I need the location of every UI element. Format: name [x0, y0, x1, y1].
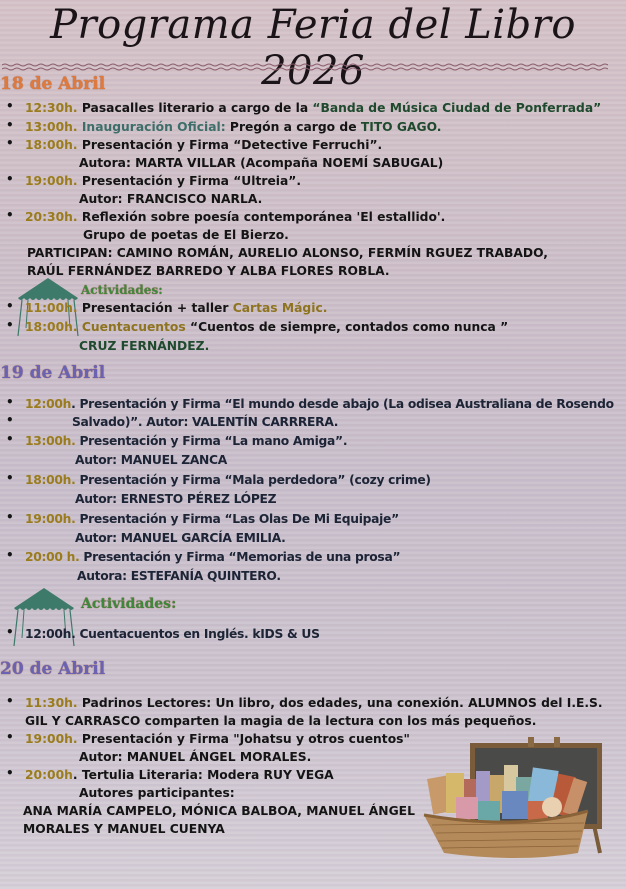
event-text: Padrinos Lectores: Un libro, dos edades, una conexión. ALUMNOS del I.E.S. [77, 696, 603, 710]
event-19-1300 [25, 432, 347, 450]
event-18-1230 [25, 99, 601, 117]
event-sub: Autor: MANUEL ZANCA [75, 453, 227, 467]
event-text: Presentación y Firma “Detective Ferruchi”. [81, 138, 383, 152]
activity-text: Presentación + taller [81, 301, 233, 315]
bullet: • [6, 730, 14, 744]
event-text: Presentación y Firma "Johatsu y otros cuentos" [77, 732, 410, 746]
event-sub: Autor: ERNESTO PÉREZ LÓPEZ [75, 492, 277, 506]
event-19-2000 [25, 548, 400, 566]
event-text: Presentación y Firma “La mano Amiga”. [75, 434, 348, 448]
event-time: 19:00h. [25, 512, 76, 526]
event-time: 18:00h. [25, 138, 78, 152]
event-18-1300 [25, 118, 441, 136]
event-19-1200 [25, 395, 614, 413]
activity-text: “Cuentos de siempre, contados como nunca ” [185, 320, 509, 334]
bullet: • [6, 694, 14, 708]
participants-line: ANA MARÍA CAMPELO, MÓNICA BALBOA, MANUEL ÁNGEL [23, 804, 415, 818]
event-highlight: TITO GAGO. [360, 120, 442, 134]
event-18-1800 [25, 136, 382, 154]
event-text: Pasacalles literario a cargo de la [81, 101, 313, 115]
event-sub: Autora: MARTA VILLAR (Acompaña NOEMÍ SABUGAL) [79, 156, 444, 170]
bullet: • [6, 208, 14, 222]
event-text: Pregón a cargo de [225, 120, 361, 134]
event-19-1800 [25, 471, 431, 489]
participants-line: RAÚL FERNÁNDEZ BARREDO Y ALBA FLORES ROBLA. [27, 264, 390, 278]
activities-heading: Actividades: [81, 596, 177, 612]
event-text: Presentación y Firma “Mala perdedora” (cozy crime) [75, 473, 431, 487]
bullet: • [6, 172, 14, 186]
event-sub: Autor: MANUEL ÁNGEL MORALES. [79, 750, 312, 764]
bullet: • [6, 625, 14, 639]
event-time: 20:30h. [25, 210, 78, 224]
activity-highlight: Cartas Mágic. [232, 301, 328, 315]
activity-highlight-pre: Cuentacuentos [81, 320, 186, 334]
bullet: • [6, 99, 14, 113]
day-heading-18-abril: 18 de Abril [0, 74, 106, 94]
activity-time: 18:00h. [25, 320, 78, 334]
bullet: • [6, 510, 14, 524]
event-sub: Grupo de poetas de El Bierzo. [83, 228, 289, 242]
wavy-divider [2, 62, 608, 72]
day-heading-19-abril: 19 de Abril [0, 363, 106, 383]
event-20-1130 [25, 694, 603, 712]
event-time: 19:00h. [25, 732, 78, 746]
event-text: Presentación y Firma “Ultreia”. [81, 174, 302, 188]
bullet: • [6, 432, 14, 446]
bullet: • [6, 118, 14, 132]
activities-heading: Actividades: [81, 283, 163, 297]
activity-18-1100 [25, 299, 327, 317]
event-highlight: “Banda de Música Ciudad de Ponferrada” [312, 101, 602, 115]
event-time: 20:00 h. [25, 550, 80, 564]
participants-line: PARTICIPAN: CAMINO ROMÁN, AURELIO ALONSO, FERMÍN RGUEZ TRABADO, [27, 246, 548, 260]
event-text: Presentación y Firma “Las Olas De Mi Equipaje” [75, 512, 399, 526]
event-19-1900 [25, 510, 399, 528]
activity-text: Cuentacuentos en Inglés. kIDS & US [75, 627, 320, 641]
event-text: . Presentación y Firma “El mundo desde abajo (La odisea Australiana de Rosendo [71, 397, 614, 411]
event-time: 12:30h. [25, 101, 78, 115]
event-time: 13:00h. [25, 434, 76, 448]
bullet: • [6, 471, 14, 485]
event-text: . Tertulia Literaria: Modera RUY VEGA [72, 768, 334, 782]
event-sub: Autores participantes: [79, 786, 235, 800]
bullet: • [6, 299, 14, 313]
bullet: • [6, 413, 14, 427]
activity-sub: CRUZ FERNÁNDEZ. [79, 339, 210, 353]
day-heading-20-abril: 20 de Abril [0, 659, 106, 679]
event-sub: Autor: MANUEL GARCÍA EMILIA. [75, 531, 286, 545]
event-20-1900 [25, 730, 410, 748]
event-highlight-pre: Inauguración Oficial: [81, 120, 226, 134]
event-text: Reflexión sobre poesía contemporánea 'El estallido'. [81, 210, 446, 224]
bullet: • [6, 318, 14, 332]
event-time: 20:00h [25, 768, 73, 782]
page-title: Programa Feria del Libro 2026 [50, 2, 576, 94]
event-18-2030 [25, 208, 445, 226]
event-time: 13:00h. [25, 120, 78, 134]
event-time: 12:00h [25, 397, 72, 411]
bullet: • [6, 136, 14, 150]
activity-time: 11:00h. [25, 301, 78, 315]
event-sub: GIL Y CARRASCO comparten la magia de la lectura con los más pequeños. [25, 714, 537, 728]
activity-18-1800 [25, 318, 508, 336]
event-text: Presentación y Firma “Memorias de una prosa” [79, 550, 401, 564]
bullet: • [6, 766, 14, 780]
participants-line: MORALES Y MANUEL CUENYA [23, 822, 225, 836]
bullet: • [6, 395, 14, 409]
event-time: 18:00h. [25, 473, 76, 487]
event-20-2000 [25, 766, 334, 784]
activity-time: 12:00h. [25, 627, 76, 641]
event-sub: Autora: ESTEFANÍA QUINTERO. [77, 569, 281, 583]
event-18-1900 [25, 172, 301, 190]
event-time: 19:00h. [25, 174, 78, 188]
bullet: • [6, 548, 14, 562]
activity-19-1200 [25, 625, 320, 643]
event-sub: Autor: FRANCISCO NARLA. [79, 192, 263, 206]
event-sub: Salvado)”. Autor: VALENTÍN CARRRERA. [72, 415, 339, 429]
book-basket-illustration [418, 735, 618, 865]
event-time: 11:30h. [25, 696, 78, 710]
